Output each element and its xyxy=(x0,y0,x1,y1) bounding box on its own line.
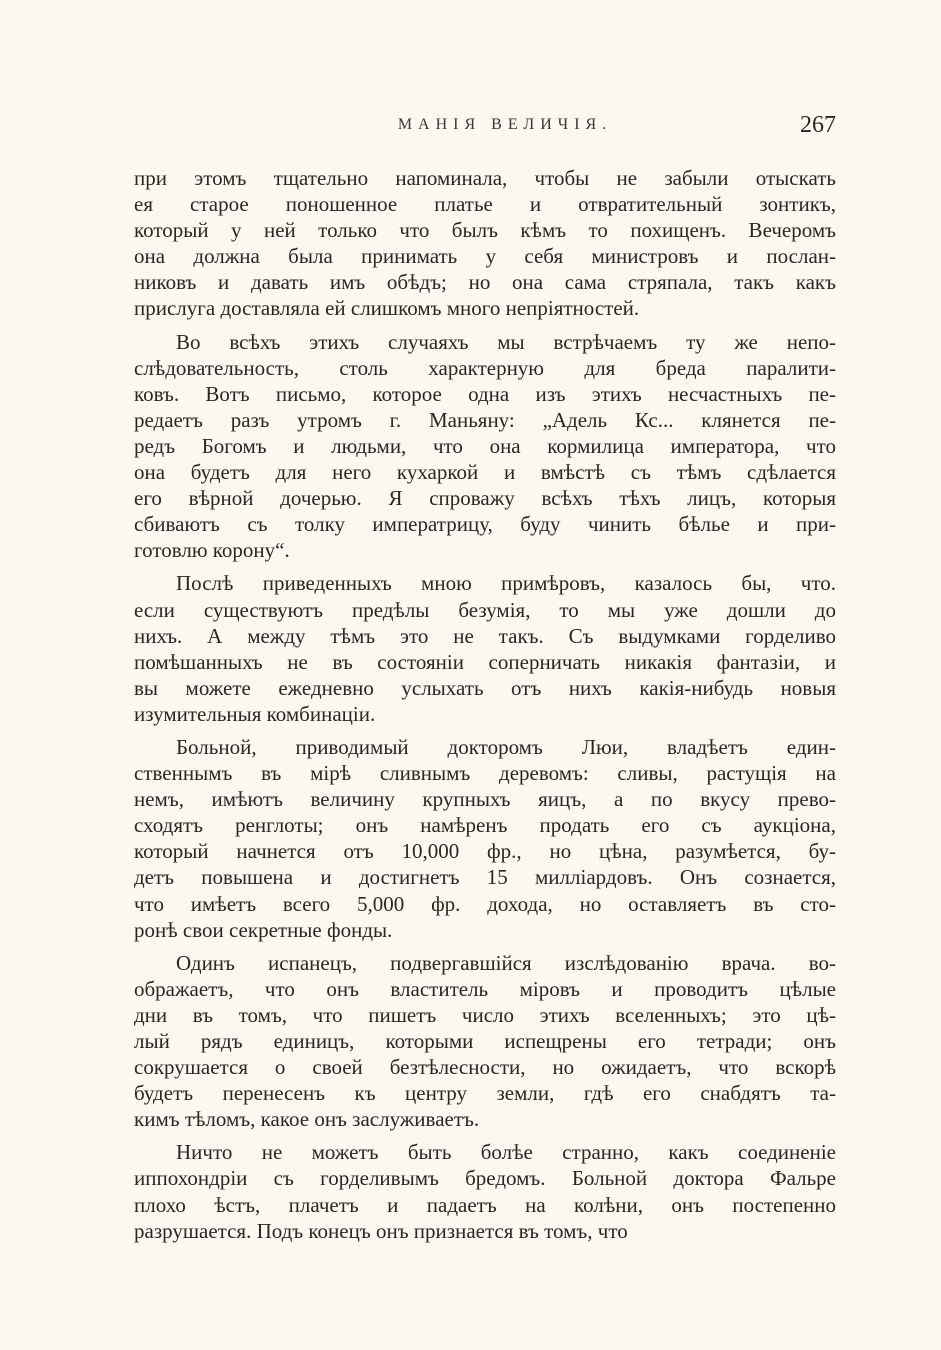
text-line: сходятъ ренглоты; онъ намѣренъ продать его съ аукціона, xyxy=(134,813,836,838)
text-line: лый рядъ единицъ, которыми испещрены его тетради; онъ xyxy=(134,1029,836,1053)
text-line: будетъ перенесенъ къ центру земли, гдѣ его снабдятъ та- xyxy=(134,1081,836,1106)
text-line: ственнымъ въ мірѣ сливнымъ деревомъ: сливы, растущія на xyxy=(134,761,836,786)
page-number: 267 xyxy=(800,112,836,138)
text-line: редаетъ разъ утромъ г. Маньяну: „Адель Кс... клянется пе- xyxy=(134,407,836,432)
paragraph xyxy=(134,1139,836,1243)
text-line: который начнется отъ 10,000 фр., но цѣна, разумѣется, бу- xyxy=(134,839,836,864)
text-line: дни въ томъ, что пишетъ число этихъ вселенныхъ; это цѣ- xyxy=(134,1002,836,1027)
text-line: нихъ. А между тѣмъ это не такъ. Съ выдумками горделиво xyxy=(134,623,836,648)
text-line: иппохондріи съ горделивымъ бредомъ. Больной доктора Фальре xyxy=(134,1166,836,1191)
text-line: ея старое поношенное платье и отвратительный зонтикъ, xyxy=(134,192,836,217)
paragraph xyxy=(134,950,836,1133)
text-line: если существуютъ предѣлы безумія, то мы уже дошли до xyxy=(134,597,836,622)
text-line: готовлю корону“. xyxy=(134,538,290,563)
running-title: МАНІЯ ВЕЛИЧІЯ. xyxy=(397,116,613,133)
text-line: ковъ. Вотъ письмо, которое одна изъ этихъ несчастныхъ пе- xyxy=(134,381,836,406)
paragraph xyxy=(134,329,836,564)
text-line: разрушается. Подъ конецъ онъ признается въ томъ, что xyxy=(134,1218,628,1243)
text-line: прислуга доставляла ей слишкомъ много непріятностей. xyxy=(134,296,640,321)
text-line: слѣдовательность, столь характерную для бреда паралити- xyxy=(134,355,836,380)
text-line: Во всѣхъ этихъ случаяхъ мы встрѣчаемъ ту же непо- xyxy=(176,329,836,354)
text-line: Ничто не можетъ быть болѣе странно, какъ соединеніе xyxy=(176,1140,836,1165)
text-line: который у ней только что былъ кѣмъ то похищенъ. Вечеромъ xyxy=(134,218,836,243)
body-text xyxy=(134,165,836,1251)
text-line: его вѣрной дочерью. Я спроважу всѣхъ тѣхъ лицъ, которыя xyxy=(134,486,836,511)
text-line: немъ, имѣютъ величину крупныхъ яицъ, а по вкусу прево- xyxy=(134,787,836,812)
text-line: она должна была принимать у себя министровъ и послан- xyxy=(134,244,836,269)
text-line: никовъ и давать имъ обѣдъ; но она сама стряпала, такъ какъ xyxy=(134,270,836,295)
text-line: детъ повышена и достигнетъ 15 милліардовъ. Онъ сознается, xyxy=(134,865,836,890)
paragraph xyxy=(134,734,836,943)
text-line: редъ Богомъ и людьми, что она кормилица императора, что xyxy=(134,433,836,458)
running-head xyxy=(134,112,836,142)
text-line: ображаетъ, что онъ властитель міровъ и проводитъ цѣлые xyxy=(134,976,836,1001)
text-line: ронѣ свои секретные фонды. xyxy=(134,917,393,942)
text-line: при этомъ тщательно напоминала, чтобы не забыли отыскать xyxy=(134,166,836,190)
text-line: вы можете ежедневно услыхать отъ нихъ какія-нибудь новыя xyxy=(134,675,836,700)
text-line: сбиваютъ съ толку императрицу, буду чинить бѣлье и при- xyxy=(134,512,836,537)
text-line: Послѣ приведенныхъ мною примѣровъ, казалось бы, что. xyxy=(176,571,836,596)
text-line: она будетъ для него кухаркой и вмѣстѣ съ тѣмъ сдѣлается xyxy=(134,460,836,485)
text-line: Больной, приводимый докторомъ Люи, владѣетъ един- xyxy=(176,734,836,759)
paragraph xyxy=(134,165,836,322)
text-line: что имѣетъ всего 5,000 фр. дохода, но оставляетъ въ сто- xyxy=(134,891,836,916)
text-line: плохо ѣстъ, плачетъ и падаетъ на колѣни, онъ постепенно xyxy=(134,1192,836,1217)
text-line: помѣшанныхъ не въ состояніи соперничать никакія фантазіи, и xyxy=(134,649,836,674)
text-line: сокрушается о своей безтѣлесности, но ожидаетъ, что вскорѣ xyxy=(134,1055,836,1080)
text-line: изумительныя комбинаціи. xyxy=(134,701,376,726)
paragraph xyxy=(134,570,836,727)
text-line: кимъ тѣломъ, какое онъ заслуживаетъ. xyxy=(134,1107,480,1132)
text-line: Одинъ испанецъ, подвергавшійся изслѣдованію врача. во- xyxy=(176,950,836,975)
